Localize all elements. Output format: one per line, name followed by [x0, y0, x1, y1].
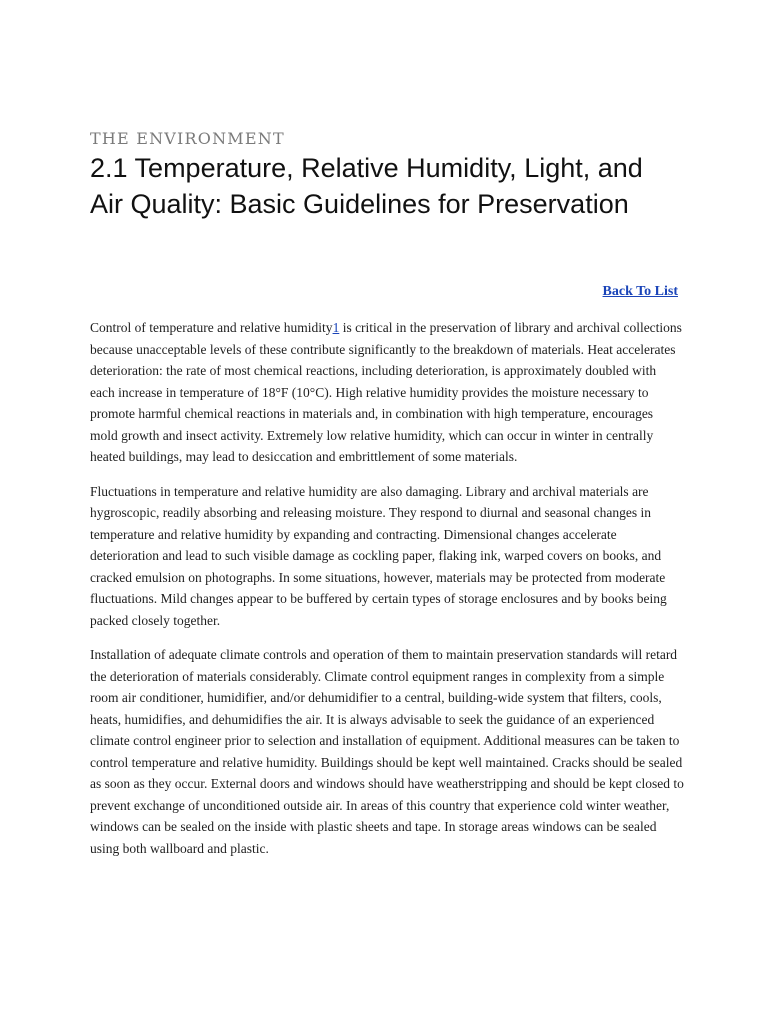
article-body: [90, 317, 684, 872]
paragraph-1-text-end: is critical in the preservation of library and archival collections because unacceptable levels of these contribute significantly to the breakdown of materials. Heat accelerates deterioration: the rate of most chemical reactions, including deterioration, is approximately doubled with each increase in temperature of 18°F (10°C). High relative humidity provides the moisture necessary to promote harmful chemical reactions in materials and, in combination with high temperature, encourages mold growth and insect activity. Extremely low relative humidity, which can occur in winter in centrally heated buildings, may lead to desiccation and embrittlement of some materials.: [90, 320, 682, 464]
page-title: 2.1 Temperature, Relative Humidity, Light, and Air Quality: Basic Guidelines for Preservation: [90, 153, 643, 219]
section-label: THE ENVIRONMENT: [90, 129, 285, 148]
paragraph-3: Installation of adequate climate controls and operation of them to maintain preservation standards will retard the deterioration of materials considerably. Climate control equipment ranges in complexity from a simple room air conditioner, humidifier, and/or dehumidifier to a central, building-wide system that filters, cools, heats, humidifies, and dehumidifies the air. It is always advisable to seek the guidance of an experienced climate control engineer prior to selection and installation of equipment. Additional measures can be taken to control temperature and relative humidity. Buildings should be kept well maintained. Cracks should be sealed as soon as they occur. External doors and windows should have weatherstripping and should be kept closed to prevent exchange of unconditioned outside air. In areas of this country that experience cold winter weather, windows can be sealed on the inside with plastic sheets and tape. In storage areas windows can be sealed using both wallboard and plastic.: [90, 647, 684, 856]
footnote-1-link[interactable]: 1: [332, 320, 340, 335]
back-to-list-link[interactable]: Back To List: [602, 284, 678, 299]
paragraph-1: [90, 317, 684, 468]
paragraph-1-text-start: Control of temperature and relative humidity: [90, 320, 333, 335]
paragraph-2: Fluctuations in temperature and relative humidity are also damaging. Library and archival materials are hygroscopic, readily absorbing and releasing moisture. They respond to diurnal and seasonal changes in temperature and relative humidity by expanding and contracting. Dimensional changes accelerate deterioration and lead to such visible damage as cockling paper, flaking ink, warped covers on books, and cracked emulsion on photographs. In some situations, however, materials may be protected from moderate fluctuations. Mild changes appear to be buffered by certain types of storage enclosures and by books being packed closely together.: [90, 483, 667, 628]
